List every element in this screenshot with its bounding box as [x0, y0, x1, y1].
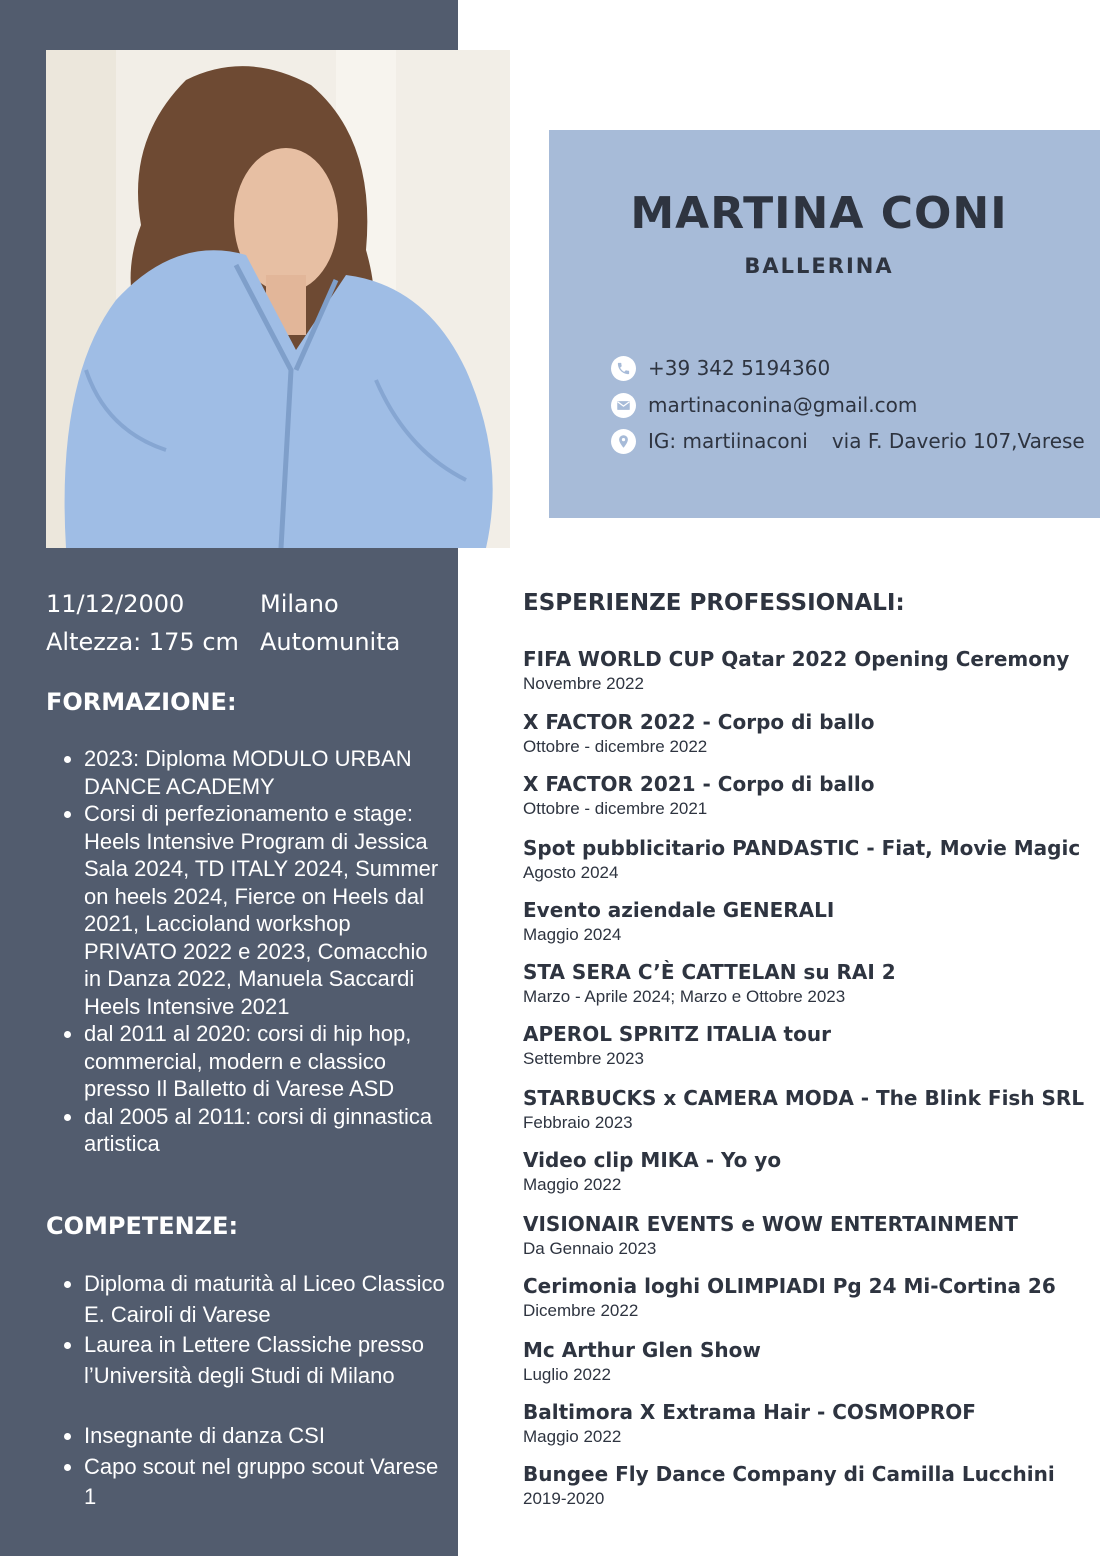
- experience-date: Maggio 2022: [523, 1427, 622, 1446]
- mail-icon: [611, 393, 636, 418]
- person-name: MARTINA CONI: [630, 188, 1008, 239]
- location-pin-icon: [611, 429, 636, 454]
- esperienze-heading: ESPERIENZE PROFESSIONALI:: [523, 590, 905, 616]
- experience-title: X FACTOR 2022 - Corpo di ballo: [523, 710, 875, 734]
- experience-entry: [523, 1272, 1083, 1322]
- contact-email: [611, 391, 917, 419]
- profile-photo: [46, 50, 510, 548]
- email-address[interactable]: martinaconina@gmail.com: [648, 393, 918, 417]
- list-item: • dal 2011 al 2020: corsi di hip hop, commercial, modern e classico presso Il Balletto di Varese ASD: [84, 1020, 446, 1103]
- list-item: • 2023: Diploma MODULO URBAN DANCE ACADEMY: [84, 745, 446, 800]
- experience-entry: [523, 645, 1083, 695]
- experience-date: Ottobre - dicembre 2021: [523, 799, 708, 818]
- experience-date: Febbraio 2023: [523, 1113, 633, 1132]
- list-item: • Corsi di perfezionamento e stage: Heels Intensive Program di Jessica Sala 2024, TD ITALY 2024, Summer on heels 2024, Fierce on Heels dal 2021, Laccioland workshop PRIVATO 2022 e 2023, Comacchio in Danza 2022, Manuela Saccardi Heels Intensive 2021: [84, 800, 446, 1020]
- experience-date: Luglio 2022: [523, 1365, 611, 1384]
- experience-entry: [523, 1146, 1083, 1196]
- contact-phone: [611, 354, 830, 382]
- experience-date: Ottobre - dicembre 2022: [523, 737, 708, 756]
- competenze-heading: COMPETENZE:: [46, 1212, 239, 1240]
- experience-date: Novembre 2022: [523, 674, 644, 693]
- experience-title: Mc Arthur Glen Show: [523, 1338, 761, 1362]
- formazione-list: [46, 745, 446, 1158]
- experience-title: Cerimonia loghi OLIMPIADI Pg 24 Mi-Cortina 26: [523, 1274, 1056, 1298]
- experience-title: Evento aziendale GENERALI: [523, 898, 835, 922]
- birth-place: Milano: [260, 590, 339, 618]
- birth-date: 11/12/2000: [46, 590, 185, 618]
- experience-title: STARBUCKS x CAMERA MODA - The Blink Fish SRL: [523, 1086, 1085, 1110]
- experience-date: Settembre 2023: [523, 1049, 644, 1068]
- experience-date: 2019-2020: [523, 1489, 605, 1508]
- experience-title: Baltimora X Extrama Hair - COSMOPROF: [523, 1400, 976, 1424]
- list-spacer: [84, 1391, 446, 1421]
- experience-date: Maggio 2022: [523, 1175, 622, 1194]
- instagram-handle[interactable]: IG: martiinaconi: [648, 429, 808, 453]
- experience-title: Video clip MIKA - Yo yo: [523, 1148, 782, 1172]
- experience-title: FIFA WORLD CUP Qatar 2022 Opening Ceremony: [523, 647, 1070, 671]
- competenze-list: [46, 1269, 446, 1513]
- street-address: via F. Daverio 107,Varese: [831, 429, 1085, 453]
- list-item: • Diploma di maturità al Liceo Classico E. Cairoli di Varese: [84, 1269, 446, 1330]
- list-item: • dal 2005 al 2011: corsi di ginnastica artistica: [84, 1103, 446, 1158]
- experience-entry: [523, 708, 1083, 758]
- phone-icon: [611, 356, 636, 381]
- experience-title: APEROL SPRITZ ITALIA tour: [523, 1022, 831, 1046]
- experience-entry: [523, 958, 1083, 1008]
- experience-date: Dicembre 2022: [523, 1301, 639, 1320]
- car-status: Automunita: [260, 628, 401, 656]
- list-item: • Capo scout nel gruppo scout Varese 1: [84, 1452, 446, 1513]
- list-item: • Insegnante di danza CSI: [84, 1421, 446, 1452]
- experience-title: Spot pubblicitario PANDASTIC - Fiat, Movie Magic: [523, 836, 1081, 860]
- experience-entry: [523, 834, 1083, 884]
- experience-entry: [523, 1020, 1083, 1070]
- experience-date: Da Gennaio 2023: [523, 1239, 657, 1258]
- experience-title: VISIONAIR EVENTS e WOW ENTERTAINMENT: [523, 1212, 1018, 1236]
- person-role: BALLERINA: [744, 254, 894, 278]
- experience-date: Agosto 2024: [523, 863, 619, 882]
- header-box: [549, 130, 1100, 518]
- experience-entry: [523, 1460, 1083, 1510]
- experience-date: Marzo - Aprile 2024; Marzo e Ottobre 2023: [523, 987, 846, 1006]
- formazione-heading: FORMAZIONE:: [46, 688, 237, 716]
- experience-entry: [523, 1336, 1083, 1386]
- experience-entry: [523, 1084, 1083, 1134]
- experience-entry: [523, 896, 1083, 946]
- phone-number[interactable]: +39 342 5194360: [648, 356, 831, 380]
- experience-title: Bungee Fly Dance Company di Camilla Lucchini: [523, 1462, 1055, 1486]
- experience-title: X FACTOR 2021 - Corpo di ballo: [523, 772, 875, 796]
- experience-entry: [523, 1398, 1083, 1448]
- height: Altezza: 175 cm: [46, 628, 239, 656]
- experience-title: STA SERA C’È CATTELAN su RAI 2: [523, 960, 896, 984]
- contact-location: [611, 427, 1085, 455]
- experience-entry: [523, 1210, 1083, 1260]
- experience-entry: [523, 770, 1083, 820]
- list-item: • Laurea in Lettere Classiche presso l’Università degli Studi di Milano: [84, 1330, 446, 1391]
- experience-date: Maggio 2024: [523, 925, 622, 944]
